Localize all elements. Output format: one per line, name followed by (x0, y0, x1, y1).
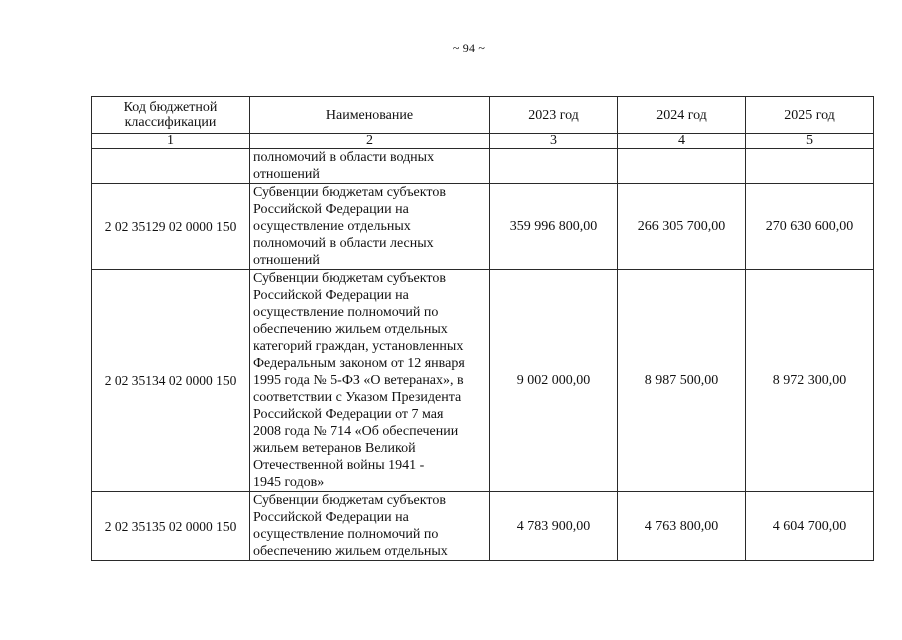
name-line: Субвенции бюджетам субъектов (253, 185, 446, 200)
header-2023: 2023 год (490, 97, 618, 134)
name-cell (250, 492, 490, 561)
name-line: Российской Федерации на (253, 202, 409, 217)
column-number: 3 (490, 134, 618, 149)
budget-table (91, 96, 874, 561)
amount-y2023: 359 996 800,00 (490, 184, 618, 270)
column-number: 2 (250, 134, 490, 149)
name-cell (250, 184, 490, 270)
table-row (92, 270, 874, 492)
name-line: 2008 года № 714 «Об обеспечении (253, 424, 459, 439)
table-row (92, 149, 874, 184)
header-2024: 2024 год (618, 97, 746, 134)
name-cell (250, 149, 490, 184)
budget-code-cell: 2 02 35129 02 0000 150 (92, 184, 250, 270)
name-line: 1995 года № 5-ФЗ «О ветеранах», в (253, 373, 464, 388)
table-header-row (92, 97, 874, 134)
name-line: Субвенции бюджетам субъектов (253, 493, 446, 508)
name-line: 1945 годов» (253, 475, 325, 490)
amount-y2024: 8 987 500,00 (618, 270, 746, 492)
amount-y2023: 9 002 000,00 (490, 270, 618, 492)
amount-y2023 (490, 149, 618, 184)
name-line: Отечественной войны 1941 - (253, 458, 425, 473)
budget-code-cell (92, 149, 250, 184)
header-code: Код бюджетной классификации (92, 97, 250, 134)
name-line: осуществление отдельных (253, 219, 411, 234)
page-number: ~ 94 ~ (452, 41, 486, 55)
amount-y2025: 4 604 700,00 (746, 492, 874, 561)
budget-code-cell: 2 02 35134 02 0000 150 (92, 270, 250, 492)
name-line: Российской Федерации на (253, 288, 409, 303)
column-number: 1 (92, 134, 250, 149)
name-line: категорий граждан, установленных (253, 339, 464, 354)
header-2025: 2025 год (746, 97, 874, 134)
amount-y2023: 4 783 900,00 (490, 492, 618, 561)
amount-y2025: 8 972 300,00 (746, 270, 874, 492)
amount-y2025: 270 630 600,00 (746, 184, 874, 270)
table-body (92, 149, 874, 561)
amount-y2024: 4 763 800,00 (618, 492, 746, 561)
name-line: обеспечению жильем отдельных (253, 322, 448, 337)
name-line: Субвенции бюджетам субъектов (253, 271, 446, 286)
name-line: отношений (253, 167, 320, 182)
table-row (92, 184, 874, 270)
name-line: полномочий в области водных (253, 150, 435, 165)
budget-code-cell: 2 02 35135 02 0000 150 (92, 492, 250, 561)
name-line: Федеральным законом от 12 января (253, 356, 465, 371)
name-line: полномочий в области лесных (253, 236, 434, 251)
column-number: 4 (618, 134, 746, 149)
name-line: обеспечению жильем отдельных (253, 544, 448, 559)
amount-y2024: 266 305 700,00 (618, 184, 746, 270)
amount-y2024 (618, 149, 746, 184)
name-line: осуществление полномочий по (253, 305, 439, 320)
name-line: Российской Федерации на (253, 510, 409, 525)
name-line: Российской Федерации от 7 мая (253, 407, 444, 422)
amount-y2025 (746, 149, 874, 184)
name-line: отношений (253, 253, 320, 268)
column-number: 5 (746, 134, 874, 149)
column-number-row (92, 134, 874, 149)
table-row (92, 492, 874, 561)
name-line: соответствии с Указом Президента (253, 390, 462, 405)
name-cell (250, 270, 490, 492)
name-line: осуществление полномочий по (253, 527, 439, 542)
name-line: жильем ветеранов Великой (253, 441, 416, 456)
header-name: Наименование (250, 97, 490, 134)
